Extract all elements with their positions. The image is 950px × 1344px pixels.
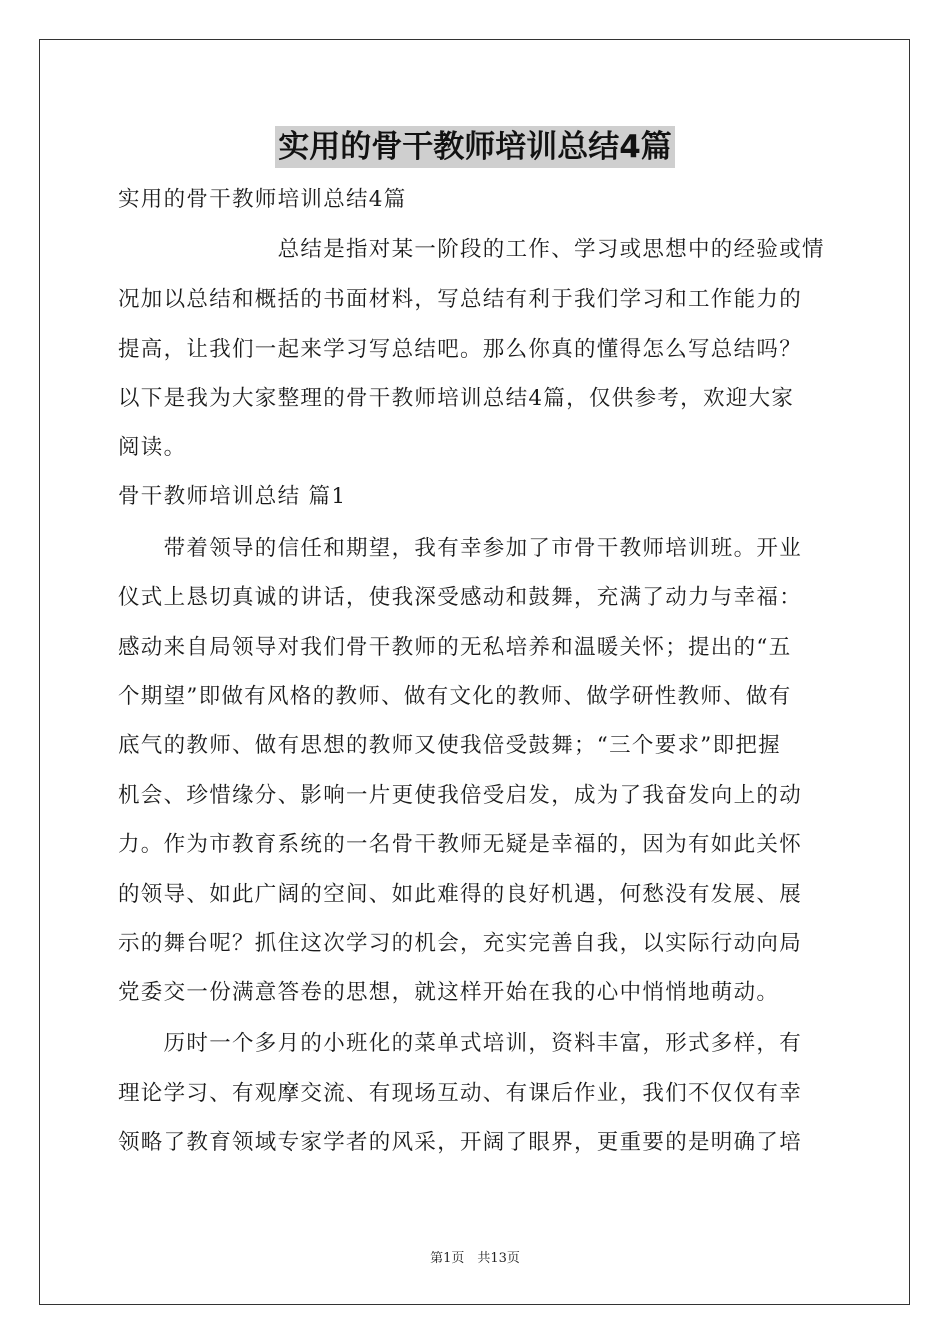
section-heading: 骨干教师培训总结 篇1 (118, 484, 347, 509)
paragraph-line: 带着领导的信任和期望，我有幸参加了市骨干教师培训班。开业 (118, 536, 803, 561)
subtitle-line: 实用的骨干教师培训总结4篇 (118, 187, 407, 212)
paragraph-line: 党委交一份满意答卷的思想，就这样开始在我的心中悄悄地萌动。 (118, 980, 780, 1005)
title-container (0, 126, 950, 168)
page-number-footer: 第1页 共13页 (430, 1251, 520, 1266)
paragraph-line: 历时一个多月的小班化的菜单式培训，资料丰富，形式多样，有 (118, 1031, 803, 1056)
paragraph-line: 底气的教师、做有思想的教师又使我倍受鼓舞；“三个要求”即把握 (118, 733, 781, 758)
paragraph-line: 总结是指对某一阶段的工作、学习或思想中的经验或情 (118, 237, 825, 262)
paragraph-line: 仪式上恳切真诚的讲话，使我深受感动和鼓舞，充满了动力与幸福： (118, 585, 803, 610)
paragraph-line: 领略了教育领域专家学者的风采，开阔了眼界，更重要的是明确了培 (118, 1130, 803, 1155)
paragraph-line: 的领导、如此广阔的空间、如此难得的良好机遇，何愁没有发展、展 (118, 882, 803, 907)
paragraph-line: 理论学习、有观摩交流、有现场互动、有课后作业，我们不仅仅有幸 (118, 1081, 803, 1106)
paragraph-line: 示的舞台呢？抓住这次学习的机会，充实完善自我，以实际行动向局 (118, 931, 803, 956)
paragraph-line: 机会、珍惜缘分、影响一片更使我倍受启发，成为了我奋发向上的动 (118, 783, 803, 808)
paragraph-line: 力。作为市教育系统的一名骨干教师无疑是幸福的，因为有如此关怀 (118, 832, 803, 857)
paragraph-line: 况加以总结和概括的书面材料，写总结有利于我们学习和工作能力的 (118, 287, 803, 312)
page-border (39, 39, 910, 1305)
paragraph-line: 阅读。 (118, 435, 187, 460)
paragraph-line: 以下是我为大家整理的骨干教师培训总结4篇，仅供参考，欢迎大家 (118, 386, 795, 411)
paragraph-line: 个期望”即做有风格的教师、做有文化的教师、做学研性教师、做有 (118, 684, 792, 709)
document-title: 实用的骨干教师培训总结4篇 (275, 126, 675, 168)
paragraph-line: 提高，让我们一起来学习写总结吧。那么你真的懂得怎么写总结吗？ (118, 337, 803, 362)
paragraph-line: 感动来自局领导对我们骨干教师的无私培养和温暖关怀；提出的“五 (118, 635, 792, 660)
